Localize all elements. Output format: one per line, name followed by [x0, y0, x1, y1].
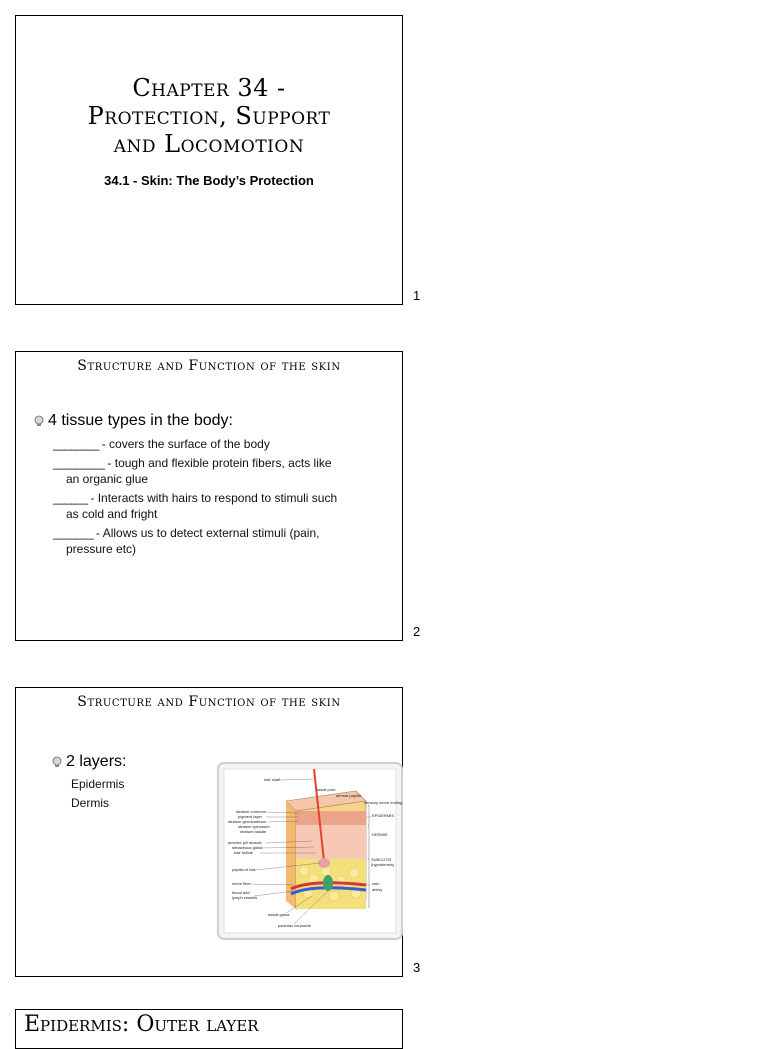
slide-1-title	[16, 74, 402, 158]
label-stratum-spinosum: stratum spinosum	[238, 824, 270, 829]
tissue-item-4-cont: pressure etc)	[66, 542, 137, 556]
label-nerve-fiber: nerve fiber	[232, 881, 251, 886]
title-line-1: Chapter 34 -	[132, 74, 286, 102]
slide-2-bullet-text: 4 tissue types in the body:	[48, 412, 233, 429]
tissue-item-2-text: - tough and flexible protein fibers, acts like	[104, 456, 332, 470]
slide-3-number: 3	[413, 960, 421, 975]
label-arrector: arrector pili muscle	[228, 840, 262, 845]
tissue-item-1-text: - covers the surface of the body	[98, 437, 270, 451]
slide-4-title: Epidermis: Outer layer	[24, 1012, 259, 1037]
label-lymph-vessels: lymph vessels	[232, 895, 258, 900]
slide-2-bullet	[33, 412, 233, 430]
label-artery: artery	[372, 887, 383, 892]
tissue-item-3-cont: as cold and fright	[66, 507, 158, 521]
label-dermis: DERMIS	[372, 832, 388, 837]
label-sweat-gland: sweat gland	[268, 912, 290, 917]
slide-1	[15, 15, 403, 305]
tissue-item-3	[53, 490, 337, 506]
label-epidermis: EPIDERMIS	[372, 813, 395, 818]
slide-3-bullet-text: 2 layers:	[66, 753, 127, 770]
label-hair-shaft: hair shaft	[264, 777, 281, 782]
tissue-item-2-cont: an organic glue	[66, 472, 149, 486]
blank-2: _________	[53, 456, 105, 470]
label-sebaceous: sebaceous gland	[232, 845, 263, 850]
blank-4: _______	[53, 526, 93, 540]
label-stratum-corneum: stratum corneum	[236, 809, 267, 814]
label-pigment-layer: pigment layer	[238, 814, 263, 819]
title-line-2: Protection, Support	[87, 102, 331, 130]
slide-3	[15, 687, 403, 977]
blank-1: ________	[53, 437, 99, 451]
label-dermal-papilla: dermal papilla	[336, 793, 361, 798]
label-subcutis: SUBCUTIS	[371, 857, 392, 862]
label-hair-follicle: hair follicle	[234, 850, 253, 855]
label-stratum-basale: stratum basale	[240, 829, 267, 834]
layer-dermis: Dermis	[71, 796, 109, 810]
slide-1-number: 1	[413, 288, 421, 303]
slide-2-title: Structure and Function of the skin	[77, 358, 341, 374]
tissue-item-3-text: - Interacts with hairs to respond to stimuli such	[87, 491, 338, 505]
label-sensory-nerve: sensory nerve ending	[364, 800, 403, 805]
blank-3: ______	[53, 491, 88, 505]
title-line-3: and Locomotion	[113, 130, 305, 158]
bulb-icon	[33, 415, 45, 427]
tissue-item-2	[53, 455, 332, 471]
slide-2	[15, 351, 403, 641]
tissue-item-1	[53, 436, 270, 452]
label-hypodermis: (hypodermis)	[371, 862, 395, 867]
slide-3-title: Structure and Function of the skin	[77, 694, 341, 710]
layer-epidermis: Epidermis	[71, 777, 125, 791]
skin-diagram	[216, 761, 404, 941]
label-vein: vein	[372, 881, 380, 886]
slide-1-subtitle: 34.1 - Skin: The Body’s Protection	[104, 173, 314, 188]
label-papilla-hair: papilla of hair	[232, 867, 256, 872]
label-pacinian: pacinian corpuscle	[278, 923, 312, 928]
label-sweat-pore: sweat pore	[316, 787, 336, 792]
label-stratum-germinativum: stratum germinativum	[228, 819, 267, 824]
label-blood-lymph: blood and	[232, 890, 250, 895]
slide-2-number: 2	[413, 624, 421, 639]
slide-4	[15, 1009, 403, 1049]
bulb-icon	[51, 756, 63, 768]
tissue-item-4-text: - Allows us to detect external stimuli (pain,	[92, 526, 320, 540]
tissue-item-4	[53, 525, 319, 541]
slide-3-bullet	[51, 753, 126, 771]
